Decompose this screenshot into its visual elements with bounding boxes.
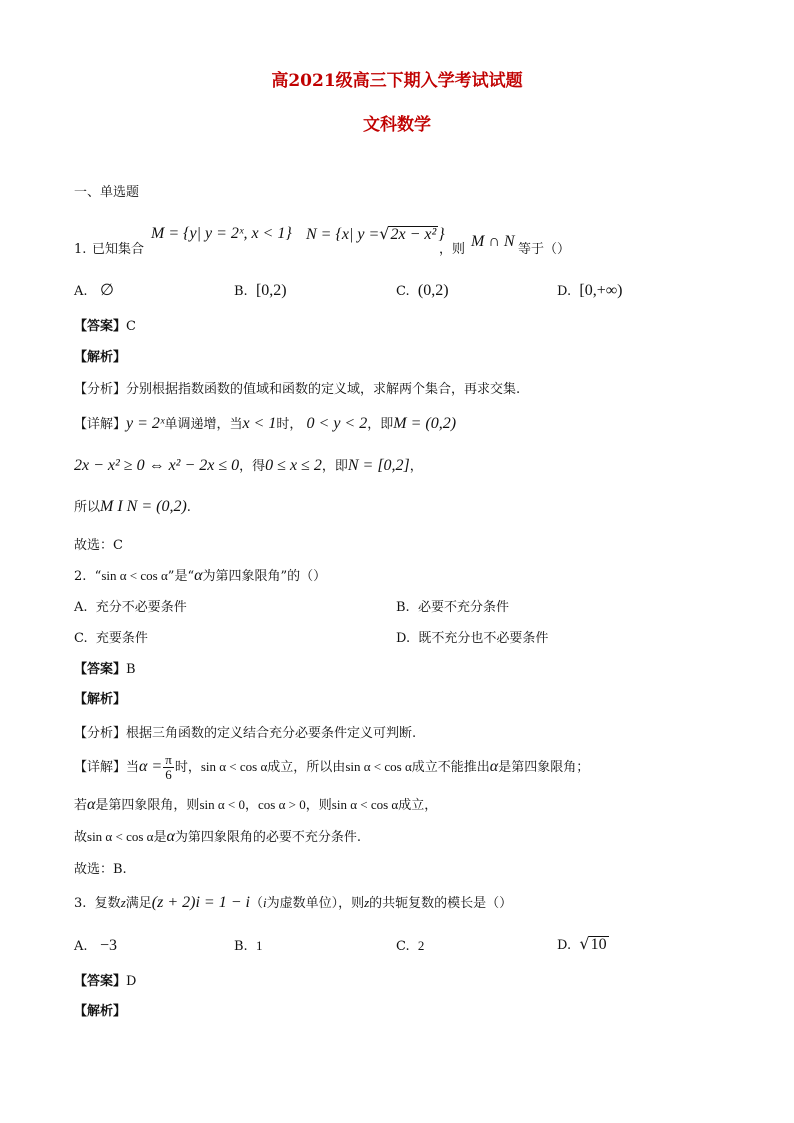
question-1-choose: 故选：C: [74, 538, 123, 553]
section-label: 一、单选题: [74, 185, 140, 200]
question-2-option-d: D. 既不充分也不必要条件: [396, 631, 549, 646]
question-1-detail-line-3: 所以M I N = (0,2).: [74, 498, 191, 515]
question-1-fenxi: 【分析】分别根据指数函数的值域和函数的定义域，求解两个集合，再求交集.: [74, 382, 521, 397]
question-2-analysis-label: 【解析】: [74, 692, 127, 707]
question-3-analysis-label: 【解析】: [74, 1004, 127, 1019]
intersection-expr: M ∩ N: [471, 233, 515, 250]
question-3-stem: 3. 复数z满足(z + 2)i = 1 − i（i为虚数单位），则z的共轭复数的模长是（）: [74, 894, 513, 911]
question-3-answer: 【答案】D: [74, 974, 137, 989]
question-1-detail-line-2: 2x − x² ≥ 0 ⇔ x² − 2x ≤ 0，得0 ≤ x ≤ 2，即N = [0,2]，: [74, 457, 423, 474]
set-n: N = {x| y =√2x − x² }: [306, 224, 445, 243]
question-2-choose: 故选：B.: [74, 862, 127, 877]
question-2-detail-line-2: 若α是第四象限角，则sin α < 0，cos α > 0，则sin α < cos α成立，: [74, 796, 438, 813]
question-1-answer: 【答案】C: [74, 319, 136, 334]
question-2-option-b: B. 必要不充分条件: [396, 600, 509, 615]
question-3-option-c: C. 2: [396, 938, 425, 954]
page-subtitle: 文科数学: [363, 115, 431, 135]
question-2-fenxi: 【分析】根据三角函数的定义结合充分必要条件定义可判断.: [74, 726, 417, 741]
question-2-stem: 2. “sin α < cos α”是“α为第四象限角”的（）: [74, 567, 327, 584]
question-1-option-c: C. (0,2): [396, 282, 449, 299]
question-2-option-c: C. 充要条件: [74, 631, 148, 646]
question-2-detail-line-3: 故sin α < cos α是α为第四象限角的必要不充分条件.: [74, 828, 362, 845]
set-m: M = {y| y = 2ˣ, x < 1}: [151, 225, 292, 242]
question-3-option-a: A. −3: [74, 937, 117, 954]
question-1-option-b: B. [0,2): [234, 282, 287, 299]
question-3-option-d: D. √10: [557, 934, 607, 953]
question-2-detail-line-1: 【详解】当α = $\frac{\pi}{6}$ 时，sin α < cos α成立，所以由sin α < cos α成立不能推出α是第四象限角；: [74, 752, 590, 782]
question-1-detail-line-1: 【详解】y = 2ˣ单调递增，当x < 1时， 0 < y < 2，即M = (0,2): [74, 415, 457, 432]
page-title: 高2021级高三下期入学考试试题: [271, 71, 523, 91]
question-3-option-b: B. 1: [234, 938, 263, 954]
question-2-answer: 【答案】B: [74, 662, 136, 677]
question-1-analysis-label: 【解析】: [74, 350, 127, 365]
question-2-option-a: A. 充分不必要条件: [74, 600, 187, 615]
question-number: 1.: [74, 242, 87, 257]
question-1-option-d: D. [0,+∞): [557, 282, 623, 299]
question-1-option-a: A. ∅: [74, 282, 114, 299]
